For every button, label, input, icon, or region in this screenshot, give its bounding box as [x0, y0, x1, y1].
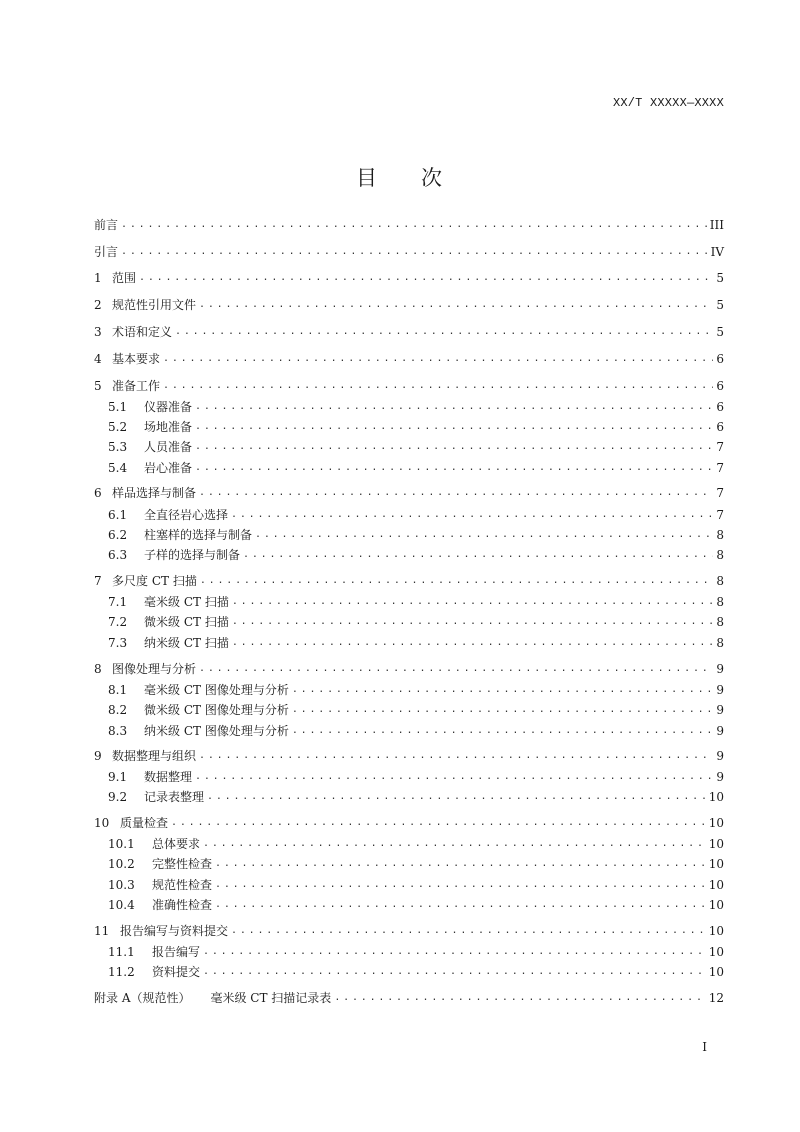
dot-leader [203, 965, 706, 979]
toc-entry-number: 5 [94, 379, 102, 393]
dot-leader [243, 548, 713, 562]
toc-entry-title: 子样的选择与制备 [144, 548, 241, 562]
toc-entry-title: 准确性检查 [152, 898, 213, 912]
toc-entry-page: 8 [716, 528, 724, 542]
toc-entry-number: 7.1 [108, 595, 128, 609]
toc-entry-page: 6 [716, 400, 724, 414]
toc-entry-label [94, 991, 331, 1005]
toc-entry-title: 岩心准备 [144, 461, 193, 475]
toc-entry[interactable] [94, 920, 724, 938]
toc-entry-title: 数据整理 [144, 770, 193, 784]
toc-entry-number: 8 [94, 662, 102, 676]
toc-entry[interactable] [94, 658, 724, 676]
dot-leader [232, 636, 714, 650]
toc-entry-title: 仪器准备 [144, 400, 193, 414]
page-title [0, 162, 800, 192]
dot-leader [163, 352, 713, 366]
toc-entry-number: 4 [94, 352, 102, 366]
toc-entry[interactable] [94, 745, 724, 763]
toc-entry-page: 8 [716, 574, 724, 588]
dot-leader [121, 218, 707, 232]
toc-entry[interactable] [108, 833, 724, 851]
toc-entry-page: 10 [708, 965, 724, 979]
toc-entry-page: 8 [716, 548, 724, 562]
dot-leader [231, 924, 706, 938]
toc-entry-label [108, 548, 240, 562]
toc-entry-label [108, 615, 229, 629]
dot-leader [199, 749, 713, 763]
toc-entry-label [108, 878, 212, 892]
toc-entry[interactable] [108, 766, 724, 784]
toc-entry-label [94, 574, 197, 588]
toc-entry[interactable] [108, 632, 724, 650]
toc-entry-page: 10 [708, 816, 724, 830]
toc-entry-label [94, 271, 136, 285]
toc-entry-page: 10 [708, 837, 724, 851]
toc-entry-page: 5 [716, 271, 724, 285]
toc-entry-title: 资料提交 [152, 965, 201, 979]
toc-entry-number: 9 [94, 749, 102, 763]
dot-leader [255, 528, 713, 542]
toc-entry-title: 毫米级 CT 扫描记录表 [210, 991, 332, 1005]
toc-entry-number: 5.3 [108, 440, 128, 454]
toc-entry-title: 报告编写 [152, 945, 201, 959]
standard-code: XX/T XXXXX—XXXX [612, 96, 724, 110]
toc-entry[interactable] [94, 214, 724, 232]
toc-entry-page: 9 [716, 724, 724, 738]
dot-leader [195, 440, 713, 454]
toc-entry-number: 10 [94, 816, 110, 830]
toc-entry-title: 人员准备 [144, 440, 193, 454]
dot-leader [195, 770, 713, 784]
toc-entry-title: 报告编写与资料提交 [120, 924, 229, 938]
toc-entry-page: 6 [716, 420, 724, 434]
toc-entry-label [108, 703, 289, 717]
dot-leader [203, 837, 706, 851]
toc-entry-label [94, 245, 118, 259]
toc-entry-number: 7.2 [108, 615, 128, 629]
toc-entry-label [94, 325, 172, 339]
toc-entry-label [108, 898, 212, 912]
toc-entry[interactable] [108, 941, 724, 959]
toc-entry-page: 9 [716, 770, 724, 784]
toc-entry-page: IV [710, 245, 724, 259]
toc-entry[interactable] [94, 241, 724, 259]
dot-leader [121, 245, 708, 259]
toc-entry-title: 纳米级 CT 图像处理与分析 [144, 724, 289, 738]
toc-entry-label [94, 749, 196, 763]
toc-entry-label [108, 508, 228, 522]
toc-entry[interactable] [108, 874, 724, 892]
toc-entry[interactable] [108, 396, 724, 414]
toc-entry-page: 10 [708, 878, 724, 892]
toc-entry-number: 6.1 [108, 508, 128, 522]
toc-entry-title: 范围 [112, 271, 137, 285]
toc-entry-number: 6.2 [108, 528, 128, 542]
toc-entry-page: 5 [716, 325, 724, 339]
toc-entry[interactable] [94, 321, 724, 339]
title-char-1: 目 [356, 166, 379, 190]
toc-entry-number: 10.2 [108, 857, 135, 871]
toc-entry[interactable] [94, 482, 724, 500]
dot-leader [171, 816, 706, 830]
toc-entry[interactable] [108, 786, 724, 804]
dot-leader [199, 486, 713, 500]
toc-entry-label [94, 352, 160, 366]
toc-entry-label [108, 420, 192, 434]
toc-entry-page: 8 [716, 595, 724, 609]
toc-entry-title: 术语和定义 [112, 325, 173, 339]
toc-entry[interactable] [108, 544, 724, 562]
dot-leader [292, 724, 714, 738]
toc-entry-title: 纳米级 CT 扫描 [144, 636, 229, 650]
toc-entry[interactable] [108, 853, 724, 871]
toc-entry-number: 11.2 [108, 965, 135, 979]
toc-entry-label [108, 790, 204, 804]
dot-leader [195, 461, 713, 475]
dot-leader [207, 790, 706, 804]
toc-entry-number: 2 [94, 298, 102, 312]
toc-entry-page: 7 [716, 508, 724, 522]
toc-entry[interactable] [108, 699, 724, 717]
toc-entry-title: 引言 [94, 245, 119, 259]
dot-leader [232, 595, 714, 609]
dot-leader [231, 508, 713, 522]
dot-leader [175, 325, 713, 339]
dot-leader [203, 945, 706, 959]
dot-leader [215, 857, 706, 871]
toc-entry-label [108, 945, 200, 959]
dot-leader [163, 379, 713, 393]
toc-entry-title: 记录表整理 [144, 790, 205, 804]
toc-entry-page: 9 [716, 683, 724, 697]
toc-entry-title: 基本要求 [112, 352, 161, 366]
dot-leader [215, 898, 706, 912]
toc-entry-number: 11 [94, 924, 110, 938]
toc-entry-label [94, 924, 228, 938]
toc-entry-label [94, 379, 160, 393]
toc-entry-title: 完整性检查 [152, 857, 213, 871]
toc-entry-page: 10 [708, 898, 724, 912]
toc-entry-number: 8.1 [108, 683, 128, 697]
toc-entry[interactable] [108, 961, 724, 979]
toc-entry[interactable] [94, 375, 724, 393]
toc-entry-page: 6 [716, 352, 724, 366]
toc-entry[interactable] [108, 416, 724, 434]
toc-entry-title: 毫米级 CT 扫描 [144, 595, 229, 609]
toc-entry-title: 多尺度 CT 扫描 [112, 574, 197, 588]
toc-entry-label [108, 724, 289, 738]
toc-entry-number: 1 [94, 271, 102, 285]
toc-entry-title: 准备工作 [112, 379, 161, 393]
dot-leader [199, 298, 713, 312]
toc-entry-page: 8 [716, 636, 724, 650]
toc-entry-number: 3 [94, 325, 102, 339]
toc-entry-page: 9 [716, 662, 724, 676]
toc-entry[interactable] [108, 679, 724, 697]
toc-entry-number: 5.4 [108, 461, 128, 475]
toc-entry[interactable] [108, 504, 724, 522]
toc-entry-title: 数据整理与组织 [112, 749, 197, 763]
toc-entry-title: 总体要求 [152, 837, 201, 851]
toc-entry-number: 11.1 [108, 945, 135, 959]
toc-entry-title: 毫米级 CT 图像处理与分析 [144, 683, 289, 697]
dot-leader [292, 683, 714, 697]
toc-entry-label [108, 683, 289, 697]
toc-entry[interactable] [94, 294, 724, 312]
toc-entry-label [94, 816, 168, 830]
toc-entry-title: 柱塞样的选择与制备 [144, 528, 253, 542]
toc-entry-page: 10 [708, 945, 724, 959]
toc-entry-page: 7 [716, 440, 724, 454]
toc-entry-page: 10 [708, 857, 724, 871]
title-char-2: 次 [421, 166, 444, 190]
toc-entry-title: 前言 [94, 218, 119, 232]
toc-entry-title: 场地准备 [144, 420, 193, 434]
toc-entry-label [108, 857, 212, 871]
toc-entry-number: 5.1 [108, 400, 128, 414]
toc-entry-label [108, 528, 252, 542]
toc-entry-number: 9.2 [108, 790, 128, 804]
toc-entry[interactable] [108, 457, 724, 475]
toc-entry-page: 8 [716, 615, 724, 629]
toc-entry-page: 10 [708, 924, 724, 938]
dot-leader [292, 703, 714, 717]
toc-entry-number: 6.3 [108, 548, 128, 562]
toc-entry-title: 样品选择与制备 [112, 486, 197, 500]
toc-entry[interactable] [108, 611, 724, 629]
page-number: I [702, 1040, 707, 1054]
toc-entry-label [108, 770, 192, 784]
toc-entry[interactable] [108, 524, 724, 542]
toc-entry-number: 7 [94, 574, 102, 588]
toc-entry-title: 规范性引用文件 [112, 298, 197, 312]
toc-entry-number: 10.4 [108, 898, 135, 912]
toc-entry-number: 7.3 [108, 636, 128, 650]
toc-entry-title: 全直径岩心选择 [144, 508, 229, 522]
dot-leader [199, 662, 713, 676]
toc-entry-page: 7 [716, 461, 724, 475]
toc-entry-page: 9 [716, 749, 724, 763]
toc-entry-number: 10.1 [108, 837, 135, 851]
toc-entry[interactable] [94, 267, 724, 285]
toc-entry[interactable] [94, 570, 724, 588]
toc-entry-number: 6 [94, 486, 102, 500]
toc-entry-title: 图像处理与分析 [112, 662, 197, 676]
toc-entry-page: 12 [708, 991, 724, 1005]
dot-leader [195, 420, 713, 434]
toc-entry-title: 微米级 CT 扫描 [144, 615, 229, 629]
toc-entry-page: 9 [716, 703, 724, 717]
toc-entry[interactable] [108, 436, 724, 454]
toc-entry-label [94, 662, 196, 676]
toc-entry-page: 6 [716, 379, 724, 393]
toc-entry-label [108, 400, 192, 414]
toc-entry-label [108, 837, 200, 851]
dot-leader [232, 615, 714, 629]
toc-entry-page: 10 [708, 790, 724, 804]
toc-entry-number: 9.1 [108, 770, 128, 784]
dot-leader [334, 991, 705, 1005]
toc-entry[interactable] [94, 987, 724, 1005]
toc-entry-label [108, 965, 200, 979]
toc-entry-label [108, 461, 192, 475]
toc-entry-number: 附录 A（规范性） [94, 991, 191, 1005]
toc-entry-label [108, 636, 229, 650]
toc-entry-number: 8.2 [108, 703, 128, 717]
toc-entry-title: 质量检查 [120, 816, 169, 830]
toc-entry-label [94, 298, 196, 312]
toc-entry-number: 5.2 [108, 420, 128, 434]
toc-entry-number: 8.3 [108, 724, 128, 738]
toc-entry-page: III [709, 218, 724, 232]
toc-entry-page: 5 [716, 298, 724, 312]
dot-leader [200, 574, 714, 588]
toc-entry-label [108, 595, 229, 609]
toc-entry[interactable] [108, 720, 724, 738]
toc-entry[interactable] [108, 894, 724, 912]
toc-entry-label [94, 486, 196, 500]
toc-entry[interactable] [108, 591, 724, 609]
toc-entry[interactable] [94, 348, 724, 366]
toc-entry[interactable] [94, 812, 724, 830]
dot-leader [215, 878, 706, 892]
toc-entry-label [94, 218, 118, 232]
toc-entry-number: 10.3 [108, 878, 135, 892]
dot-leader [195, 400, 713, 414]
toc-entry-title: 规范性检查 [152, 878, 213, 892]
toc-entry-title: 微米级 CT 图像处理与分析 [144, 703, 289, 717]
toc-entry-label [108, 440, 192, 454]
toc-entry-page: 7 [716, 486, 724, 500]
dot-leader [139, 271, 713, 285]
